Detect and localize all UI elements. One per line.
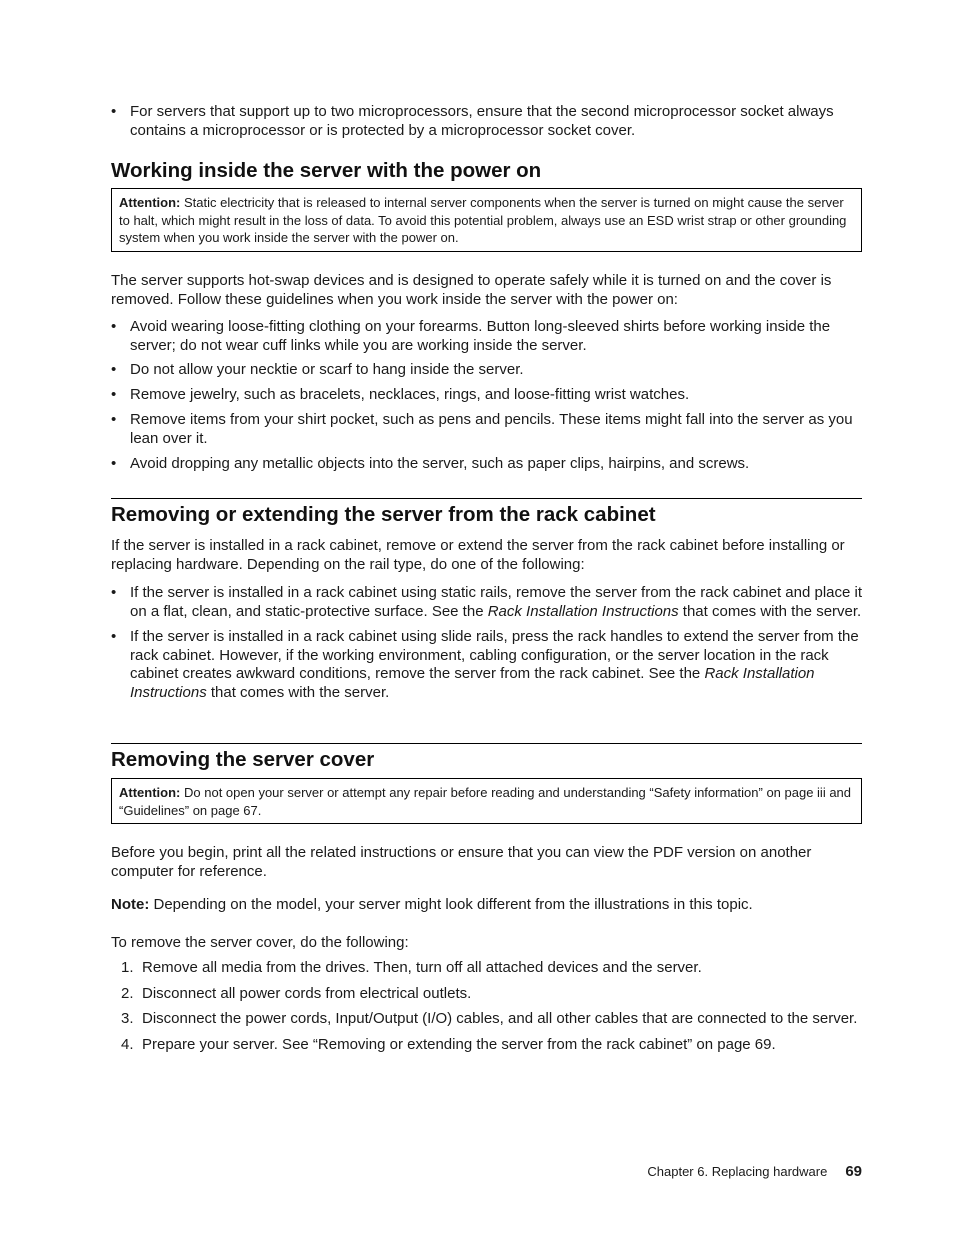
list-item: • Do not allow your necktie or scarf to hang inside the server. [111, 361, 862, 380]
section-title-cover: Removing the server cover [111, 748, 375, 771]
attention-label: Attention: [119, 195, 181, 210]
list-item: • If the server is installed in a rack cabinet using slide rails, press the rack handles to extend the server from the rack cabinet. However, if the working environment, cabling configuration, or the server location in the rack cabinet creates awkward conditions, remove the server from the rack cabinet. See the Rack Installation Instructions that comes with the server. [111, 628, 862, 702]
section1-bullet-list [111, 318, 862, 474]
attention-box-repair [111, 778, 862, 824]
steps-list [111, 959, 862, 1054]
note-text: Depending on the model, your server might look different from the illustrations in this topic. [153, 896, 753, 913]
list-item: 4. Prepare your server. See “Removing or extending the server from the rack cabinet” on page 69. [121, 1035, 776, 1053]
note [111, 896, 862, 915]
intro-bullet-list [111, 103, 862, 140]
list-item: • Avoid dropping any metallic objects into the server, such as paper clips, hairpins, and screws. [111, 455, 862, 474]
page-number: 69 [845, 1163, 862, 1180]
list-item: • For servers that support up to two microprocessors, ensure that the second microprocessor socket always contains a microprocessor or is protected by a microprocessor socket cover. [111, 103, 862, 140]
list-item: • Avoid wearing loose-fitting clothing on your forearms. Button long-sleeved shirts before working inside the server; do not wear cuff links while you are working inside the server. [111, 318, 862, 355]
section-title-power-on: Working inside the server with the power on [111, 159, 542, 182]
section2-paragraph: If the server is installed in a rack cabinet, remove or extend the server from the rack cabinet before installing or replacing hardware. Depending on the rail type, do one of the following: [111, 537, 845, 573]
list-item: 2. Disconnect all power cords from electrical outlets. [121, 984, 472, 1002]
attention-label: Attention: [119, 785, 181, 800]
list-item: 3. Disconnect the power cords, Input/Output (I/O) cables, and all other cables that are connected to the server. [121, 1010, 858, 1027]
list-item: • Remove jewelry, such as bracelets, necklaces, rings, and loose-fitting wrist watches. [111, 386, 862, 405]
section1-paragraph: The server supports hot-swap devices and is designed to operate safely while it is turned on and the cover is removed. Follow these guidelines when you work inside the server with the power on: [111, 272, 832, 308]
footer-chapter: Chapter 6. Replacing hardware [647, 1164, 828, 1179]
note-label: Note: [111, 896, 150, 913]
list-item: 1. Remove all media from the drives. Then, turn off all attached devices and the server. [121, 959, 702, 976]
attention-text: Static electricity that is released to internal server components when the server is turned on might cause the server to halt, which might result in the loss of data. To avoid this potential problem, always use an ESD wrist strap or other grounding system when you work inside the server with the power on. [119, 195, 847, 245]
section-divider [111, 743, 862, 744]
section-title-rack: Removing or extending the server from the rack cabinet [111, 503, 656, 526]
doc-reference: Rack Installation Instructions [487, 602, 679, 620]
doc-reference: Rack Installation Instructions [130, 665, 815, 701]
section3-paragraph: Before you begin, print all the related instructions or ensure that you can view the PDF version on another computer for reference. [111, 844, 812, 880]
section-divider [111, 498, 862, 499]
attention-box-static [111, 188, 862, 252]
section2-bullet-list [111, 584, 862, 702]
steps-intro: To remove the server cover, do the following: [111, 934, 409, 951]
list-item: • Remove items from your shirt pocket, such as pens and pencils. These items might fall into the server as you lean over it. [111, 411, 862, 448]
list-item: • If the server is installed in a rack cabinet using static rails, remove the server from the rack cabinet and place it on a flat, clean, and static-protective surface. See the Rack Installation Instructions that comes with the server. [111, 584, 862, 621]
attention-text: Do not open your server or attempt any repair before reading and understanding “Safety information” on page iii and “Guidelines” on page 67. [119, 785, 852, 818]
page-footer [647, 1163, 862, 1180]
